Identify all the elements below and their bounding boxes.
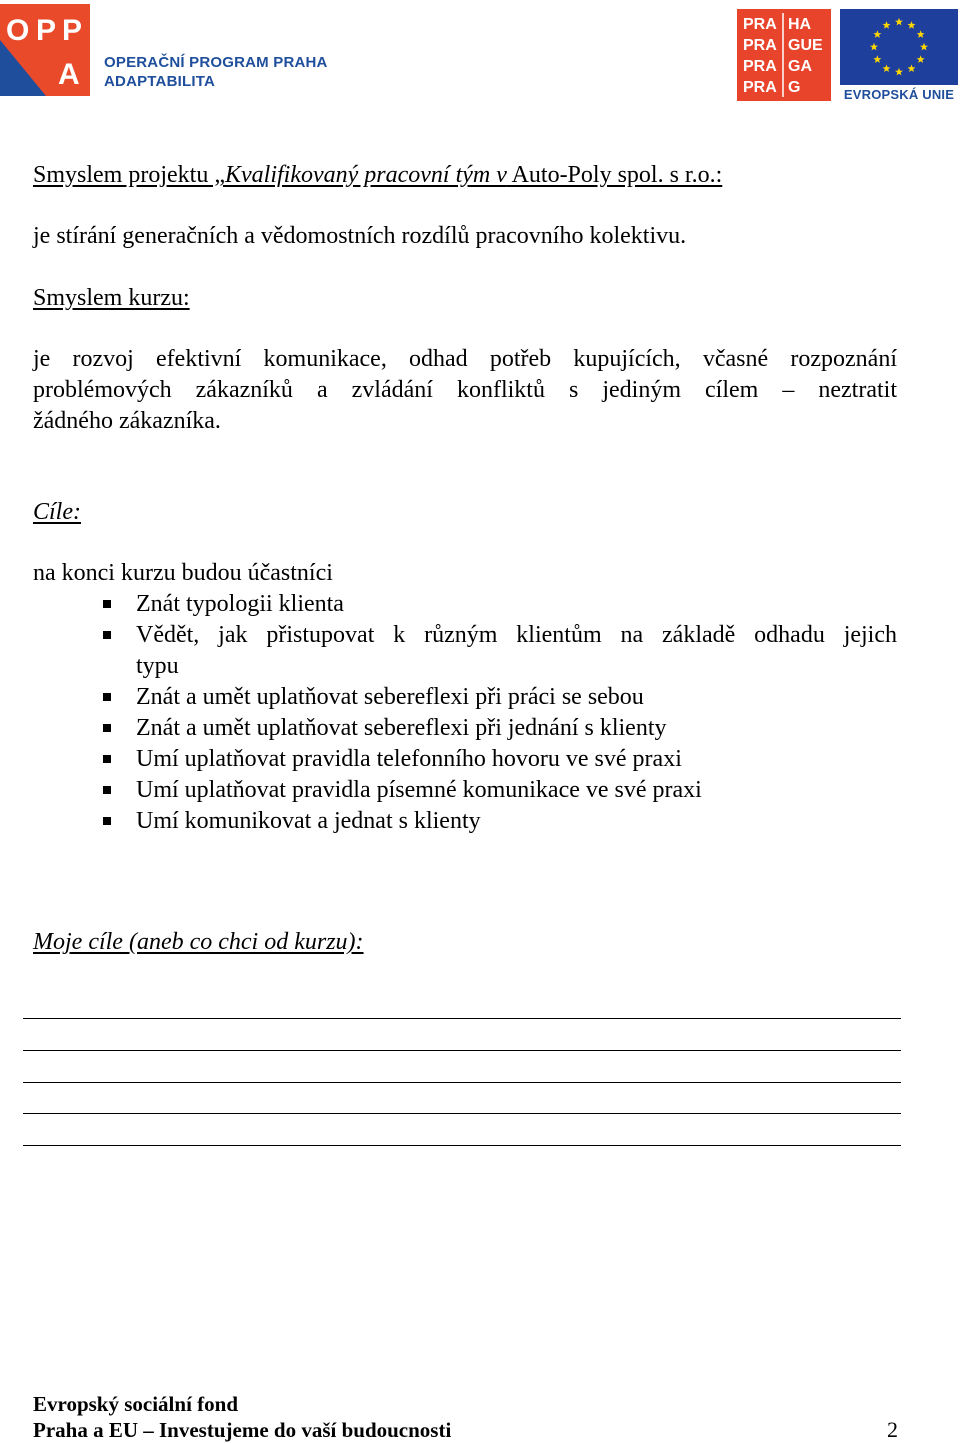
goal-item (33, 620, 897, 682)
opp-name-line2: ADAPTABILITA (104, 73, 215, 90)
opp-logo-text (104, 53, 328, 91)
opp-logo-mark (0, 4, 90, 96)
praha-cell-1b: HA (788, 16, 812, 33)
praha-cell-1a: PRA (743, 16, 777, 33)
course-heading: Smyslem kurzu: (33, 285, 190, 311)
praha-cell-4a: PRA (743, 79, 777, 96)
opp-logo (0, 4, 330, 96)
goal-item (33, 806, 897, 837)
bullet-square-icon (103, 817, 111, 825)
answer-line[interactable] (23, 1113, 901, 1114)
opp-letter-o: O (6, 14, 30, 47)
answer-line[interactable] (23, 1018, 901, 1019)
project-heading (33, 160, 722, 191)
goal-item (33, 682, 897, 713)
goal-item-text: Znát typologii klienta (136, 591, 344, 617)
goals-heading: Cíle: (33, 499, 81, 525)
opp-letter-a: A (58, 58, 80, 91)
goal-item-text: Umí uplatňovat pravidla telefonního hovoru ve své praxi (136, 746, 682, 772)
project-company: Auto-Poly spol. s r.o.: (506, 162, 723, 188)
praha-cell-3b: GA (788, 58, 812, 75)
opp-name-line1: OPERAČNÍ PROGRAM PRAHA (104, 54, 328, 71)
project-text: je stírání generačních a vědomostních rozdílů pracovního kolektivu. (33, 223, 687, 249)
opp-letter-p1: P (36, 14, 57, 47)
project-name: Kvalifikovaný pracovní tým v (224, 162, 507, 188)
my-goals-heading: Moje cíle (aneb co chci od kurzu): (33, 929, 364, 955)
praha-cell-2a: PRA (743, 37, 777, 54)
bullet-square-icon (103, 693, 111, 701)
course-text-row-3: žádného zákazníka. (33, 408, 221, 434)
goal-item-text: Znát a umět uplatňovat sebereflexi při jednání s klienty (136, 715, 667, 741)
eu-logo (840, 9, 958, 103)
goal-item (33, 713, 897, 744)
course-text-row-1: je rozvoj efektivní komunikace, odhad potřeb kupujících, včasné rozpoznání (33, 346, 897, 372)
goal-item-text (136, 620, 897, 682)
eu-flag-icon (840, 9, 958, 85)
eu-label: EVROPSKÁ UNIE (843, 87, 955, 102)
bullet-square-icon (103, 631, 111, 639)
answer-line[interactable] (23, 1082, 901, 1083)
praha-logo (737, 9, 831, 101)
course-text-row-2: problémových zákazníků a zvládání konfliktů s jediným cílem – neztratit (33, 377, 897, 403)
goal-item (33, 744, 897, 775)
goal-item-text-row-1: Vědět, jak přistupovat k různým klientům na základě odhadu jejich (136, 622, 897, 648)
bullet-square-icon (103, 755, 111, 763)
praha-cell-4b: G (788, 79, 801, 96)
course-text (33, 344, 897, 437)
footer-line-1: Evropský sociální fond (33, 1392, 239, 1416)
goals-list (33, 589, 897, 837)
project-intro: Smyslem projektu „ (33, 162, 225, 188)
answer-line[interactable] (23, 1145, 901, 1146)
praha-cell-3a: PRA (743, 58, 777, 75)
goal-item-text-row-2: typu (136, 653, 179, 679)
goals-intro: na konci kurzu budou účastníci (33, 560, 333, 586)
answer-line[interactable] (23, 1050, 901, 1051)
bullet-square-icon (103, 724, 111, 732)
goal-item (33, 589, 897, 620)
praha-cell-2b: GUE (788, 37, 823, 54)
opp-letter-p2: P (62, 14, 83, 47)
bullet-square-icon (103, 786, 111, 794)
bullet-square-icon (103, 600, 111, 608)
goal-item (33, 775, 897, 806)
footer-line-2: Praha a EU – Investujeme do vaší budoucnosti (33, 1418, 452, 1442)
goal-item-text: Umí komunikovat a jednat s klienty (136, 808, 481, 834)
page-number: 2 (887, 1417, 898, 1442)
goal-item-text: Umí uplatňovat pravidla písemné komunikace ve své praxi (136, 777, 702, 803)
goal-item-text: Znát a umět uplatňovat sebereflexi při práci se sebou (136, 684, 644, 710)
